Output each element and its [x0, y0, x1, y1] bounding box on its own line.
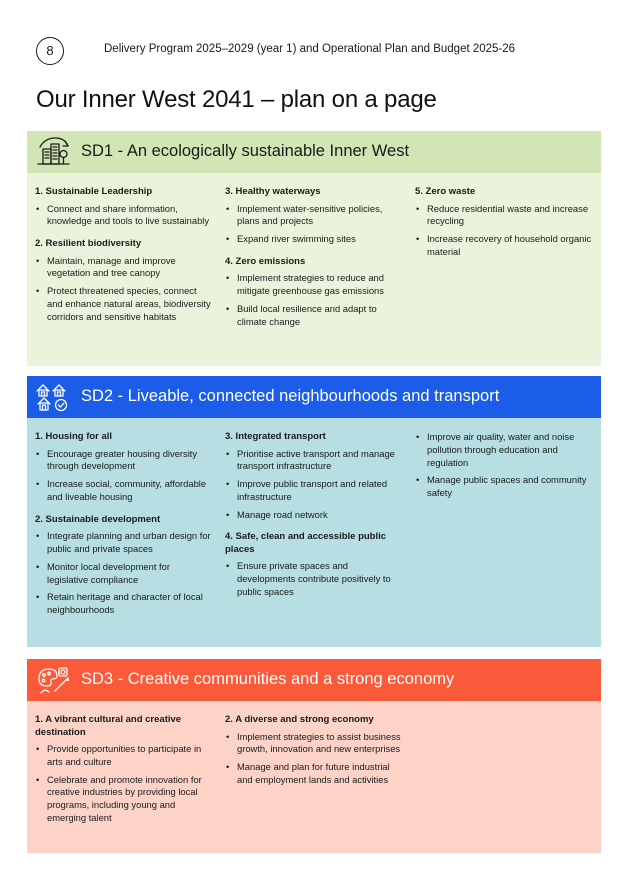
- city-nature-icon: [36, 137, 70, 167]
- strategy-item: • Provide opportunities to participate in arts and culture: [35, 743, 213, 769]
- outcome-title: 1. Sustainable Leadership: [35, 186, 153, 197]
- outcome-continued-list: [415, 431, 593, 500]
- strategy-item: • Encourage greater housing diversity through development: [35, 448, 213, 474]
- strategy-item: • Prioritise active transport and manage transport infrastructure: [225, 448, 403, 474]
- sd1-body: [27, 173, 601, 366]
- strategy-item: • Reduce residential waste and increase recycling: [415, 203, 593, 229]
- sd2-title: SD2 - Liveable, connected neighbourhoods and transport: [81, 387, 500, 405]
- strategic-direction-1: [27, 131, 601, 366]
- outcome-group: [225, 186, 403, 246]
- strategy-item: • Improve public transport and related infrastructure: [225, 478, 403, 504]
- strategy-item: • Integrate planning and urban design for public and private spaces: [35, 530, 213, 556]
- strategy-item: • Improve air quality, water and noise pollution through education and regulation: [415, 431, 593, 469]
- outcome-group: [35, 514, 213, 617]
- outcome-group: [225, 256, 403, 329]
- outcome-title: 1. A vibrant cultural and creative destination: [35, 714, 182, 738]
- strategy-item: • Implement strategies to assist business growth, innovation and new enterprises: [225, 731, 403, 757]
- sd2-header: [27, 376, 601, 418]
- page-header: [36, 37, 606, 67]
- sd2-body: [27, 418, 601, 647]
- outcome-title: 3. Healthy waterways: [225, 186, 321, 197]
- sd3-header: [27, 659, 601, 701]
- strategic-direction-2: [27, 376, 601, 647]
- outcome-title: 5. Zero waste: [415, 186, 476, 197]
- strategy-item: • Implement water-sensitive policies, plans and projects: [225, 203, 403, 229]
- strategy-item: • Increase social, community, affordable and liveable housing: [35, 478, 213, 504]
- sd3-body: [27, 701, 601, 853]
- outcome-group: [35, 238, 213, 323]
- sd1-title: SD1 - An ecologically sustainable Inner West: [81, 142, 410, 160]
- sd3-title: SD3 - Creative communities and a strong economy: [81, 670, 455, 688]
- strategic-direction-3: [27, 659, 601, 853]
- strategy-item: • Monitor local development for legislative compliance: [35, 561, 213, 587]
- page-number: 8: [36, 37, 64, 65]
- strategy-item: • Expand river swimming sites: [225, 233, 403, 246]
- strategy-item: • Manage public spaces and community safety: [415, 474, 593, 500]
- outcome-title: 3. Integrated transport: [225, 431, 326, 442]
- strategy-item: • Protect threatened species, connect and enhance natural areas, biodiversity corridors and sensitive habitats: [35, 285, 213, 323]
- strategy-item: • Implement strategies to reduce and mitigate greenhouse gas emissions: [225, 272, 403, 298]
- strategy-item: • Connect and share information, knowledge and tools to live sustainably: [35, 203, 213, 229]
- strategy-item: • Manage road network: [225, 509, 403, 522]
- outcome-title: 2. Resilient biodiversity: [35, 238, 142, 250]
- outcome-group: [35, 186, 213, 228]
- strategy-item: • Retain heritage and character of local neighbourhoods: [35, 591, 213, 617]
- outcome-title: 2. A diverse and strong economy: [225, 714, 374, 725]
- houses-check-icon: [36, 382, 70, 412]
- document-title: Delivery Program 2025–2029 (year 1) and Operational Plan and Budget 2025-26: [104, 43, 516, 55]
- outcome-group: [225, 531, 403, 598]
- outcome-title: 4. Safe, clean and accessible public places: [225, 531, 387, 555]
- outcome-title: 2. Sustainable development: [35, 513, 161, 525]
- strategy-item: • Build local resilience and adapt to climate change: [225, 303, 403, 329]
- outcome-group: [225, 431, 403, 521]
- strategy-item: • Increase recovery of household organic material: [415, 233, 593, 259]
- outcome-title: 1. Housing for all: [35, 431, 113, 442]
- page-title: Our Inner West 2041 – plan on a page: [36, 86, 437, 113]
- outcome-group: [35, 431, 213, 504]
- sd1-header: [27, 131, 601, 173]
- strategy-item: • Celebrate and promote innovation for creative industries by providing local programs, including young and emerging talent: [35, 774, 213, 825]
- creative-tools-icon: [36, 665, 70, 695]
- outcome-group: [415, 186, 593, 259]
- outcome-title: 4. Zero emissions: [225, 255, 306, 267]
- strategy-item: • Maintain, manage and improve vegetation and tree canopy: [35, 255, 213, 281]
- strategy-item: • Manage and plan for future industrial and employment lands and activities: [225, 761, 403, 787]
- outcome-group: [35, 714, 213, 825]
- outcome-group: [225, 714, 403, 787]
- strategy-item: • Ensure private spaces and developments contribute positively to public spaces: [225, 560, 403, 598]
